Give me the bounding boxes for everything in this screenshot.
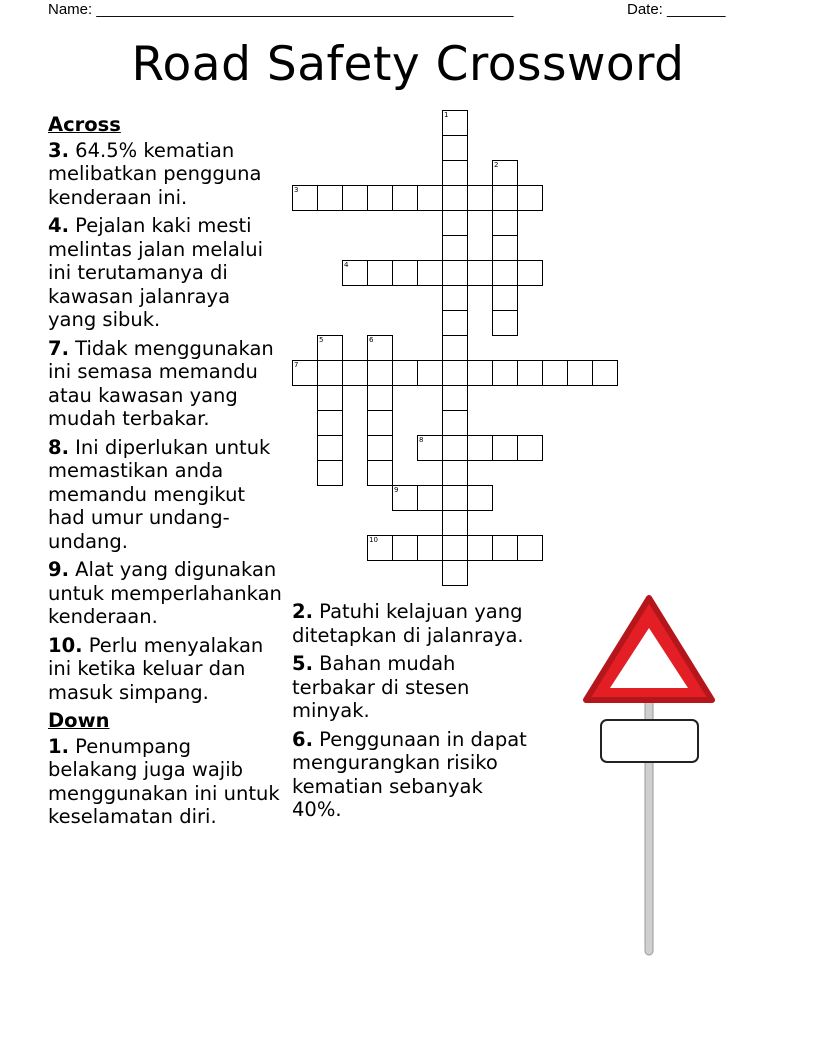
crossword-cell[interactable] bbox=[442, 310, 468, 336]
crossword-cell[interactable] bbox=[442, 460, 468, 486]
crossword-cell[interactable] bbox=[417, 485, 443, 511]
across-heading: Across bbox=[48, 113, 121, 136]
clue-text: Pejalan kaki mesti melintas jalan melalui ini terutamanya di kawasan jalanraya yang sibuk. bbox=[48, 214, 263, 331]
crossword-cell[interactable] bbox=[492, 435, 518, 461]
clue-number: 9. bbox=[48, 558, 69, 581]
crossword-cell[interactable] bbox=[442, 510, 468, 536]
crossword-cell[interactable] bbox=[342, 185, 368, 211]
crossword-cell[interactable] bbox=[542, 360, 568, 386]
crossword-cell[interactable] bbox=[392, 260, 418, 286]
clue-text: Patuhi kelajuan yang ditetapkan di jalanraya. bbox=[292, 600, 524, 647]
clue-number: 6. bbox=[292, 727, 313, 751]
clue-number-label: 1 bbox=[444, 111, 449, 119]
warning-road-sign bbox=[580, 590, 720, 960]
crossword-cell[interactable] bbox=[317, 435, 343, 461]
crossword-cell[interactable] bbox=[517, 535, 543, 561]
clue-text: Penggunaan in dapat mengurangkan risiko kematian sebanyak 40%. bbox=[292, 727, 527, 821]
crossword-cell[interactable] bbox=[442, 385, 468, 411]
name-field-label: Name: __________________________________________________ bbox=[48, 1, 514, 18]
crossword-cell[interactable] bbox=[292, 185, 318, 211]
clue-text: Bahan mudah terbakar di stesen minyak. bbox=[292, 652, 470, 722]
clue-number-label: 8 bbox=[419, 436, 424, 444]
crossword-cell[interactable] bbox=[442, 185, 468, 211]
crossword-cell[interactable] bbox=[492, 285, 518, 311]
crossword-cell[interactable] bbox=[442, 410, 468, 436]
crossword-cell[interactable] bbox=[492, 235, 518, 261]
crossword-cell[interactable] bbox=[467, 185, 493, 211]
across-clue-3 bbox=[48, 139, 284, 210]
crossword-cell[interactable] bbox=[492, 210, 518, 236]
crossword-cell[interactable] bbox=[567, 360, 593, 386]
crossword-cell[interactable] bbox=[442, 285, 468, 311]
clue-number: 10. bbox=[48, 633, 83, 657]
down-clue-1 bbox=[48, 735, 284, 829]
clue-number: 4. bbox=[48, 214, 69, 237]
crossword-cell[interactable] bbox=[467, 485, 493, 511]
crossword-cell[interactable] bbox=[492, 260, 518, 286]
clue-text: Tidak menggunakan ini semasa memandu atau kawasan yang mudah terbakar. bbox=[48, 336, 274, 430]
across-clue-7 bbox=[48, 337, 284, 431]
across-clue-9 bbox=[48, 558, 284, 629]
crossword-cell[interactable] bbox=[367, 385, 393, 411]
crossword-cell[interactable] bbox=[392, 185, 418, 211]
down-clue-6 bbox=[292, 728, 532, 822]
crossword-cell[interactable] bbox=[442, 435, 468, 461]
crossword-cell[interactable] bbox=[517, 185, 543, 211]
across-clue-10 bbox=[48, 634, 284, 705]
page-title: Road Safety Crossword bbox=[131, 37, 685, 92]
crossword-cell[interactable] bbox=[317, 335, 343, 361]
crossword-cell[interactable] bbox=[317, 385, 343, 411]
crossword-cell[interactable] bbox=[417, 185, 443, 211]
clue-number: 8. bbox=[48, 435, 69, 459]
clue-text: Perlu menyalakan ini ketika keluar dan masuk simpang. bbox=[48, 633, 264, 704]
crossword-cell[interactable] bbox=[442, 110, 468, 136]
crossword-cell[interactable] bbox=[492, 160, 518, 186]
crossword-cell[interactable] bbox=[492, 360, 518, 386]
clue-number: 7. bbox=[48, 336, 69, 360]
crossword-cell[interactable] bbox=[367, 335, 393, 361]
down-clue-5 bbox=[292, 652, 532, 723]
crossword-cell[interactable] bbox=[517, 360, 543, 386]
clue-number: 2. bbox=[292, 600, 313, 623]
crossword-cell[interactable] bbox=[317, 185, 343, 211]
crossword-cell[interactable] bbox=[492, 535, 518, 561]
clue-number-label: 7 bbox=[294, 361, 299, 369]
down-clue-2 bbox=[292, 600, 532, 647]
down-heading: Down bbox=[48, 709, 110, 732]
across-clue-4 bbox=[48, 214, 284, 332]
crossword-cell[interactable] bbox=[292, 360, 318, 386]
crossword-cell[interactable] bbox=[467, 535, 493, 561]
crossword-cell[interactable] bbox=[467, 260, 493, 286]
crossword-cell[interactable] bbox=[392, 485, 418, 511]
clue-number-label: 6 bbox=[369, 336, 374, 344]
clue-number-label: 10 bbox=[369, 536, 378, 544]
crossword-cell[interactable] bbox=[342, 360, 368, 386]
crossword-cell[interactable] bbox=[367, 435, 393, 461]
crossword-cell[interactable] bbox=[317, 460, 343, 486]
clue-text: 64.5% kematian melibatkan pengguna kenderaan ini. bbox=[48, 138, 262, 209]
sign-plate bbox=[601, 720, 698, 762]
clue-number: 3. bbox=[48, 138, 69, 162]
crossword-cell[interactable] bbox=[467, 360, 493, 386]
crossword-cell[interactable] bbox=[442, 335, 468, 361]
clue-number-label: 5 bbox=[319, 336, 324, 344]
crossword-cell[interactable] bbox=[367, 185, 393, 211]
crossword-cell[interactable] bbox=[517, 260, 543, 286]
crossword-cell[interactable] bbox=[342, 260, 368, 286]
clue-text: Penumpang belakang juga wajib menggunakan ini untuk keselamatan diri. bbox=[48, 734, 280, 828]
crossword-cell[interactable] bbox=[417, 435, 443, 461]
date-field-label: Date: _______ bbox=[627, 1, 726, 18]
clue-text: Ini diperlukan untuk memastikan anda memandu mengikut had umur undang-undang. bbox=[48, 435, 271, 553]
crossword-cell[interactable] bbox=[442, 485, 468, 511]
crossword-cell[interactable] bbox=[442, 360, 468, 386]
clue-number: 1. bbox=[48, 734, 69, 758]
crossword-cell[interactable] bbox=[417, 535, 443, 561]
clue-number-label: 2 bbox=[494, 161, 499, 169]
crossword-cell[interactable] bbox=[367, 360, 393, 386]
clue-text: Alat yang digunakan untuk memperlahankan kenderaan. bbox=[48, 558, 282, 628]
clue-number-label: 3 bbox=[294, 186, 299, 194]
crossword-cell[interactable] bbox=[392, 360, 418, 386]
clues-right-column bbox=[292, 600, 532, 827]
clue-number: 5. bbox=[292, 652, 313, 675]
crossword-cell[interactable] bbox=[317, 360, 343, 386]
crossword-cell[interactable] bbox=[442, 160, 468, 186]
crossword-cell[interactable] bbox=[417, 260, 443, 286]
crossword-cell[interactable] bbox=[392, 535, 418, 561]
clue-number-label: 9 bbox=[394, 486, 399, 494]
crossword-cell[interactable] bbox=[442, 235, 468, 261]
crossword-cell[interactable] bbox=[492, 310, 518, 336]
crossword-cell[interactable] bbox=[442, 260, 468, 286]
crossword-cell[interactable] bbox=[367, 460, 393, 486]
crossword-cell[interactable] bbox=[367, 260, 393, 286]
crossword-cell[interactable] bbox=[442, 135, 468, 161]
crossword-cell[interactable] bbox=[467, 435, 493, 461]
crossword-cell[interactable] bbox=[367, 410, 393, 436]
crossword-cell[interactable] bbox=[492, 185, 518, 211]
crossword-cell[interactable] bbox=[317, 410, 343, 436]
crossword-cell[interactable] bbox=[417, 360, 443, 386]
crossword-cell[interactable] bbox=[442, 535, 468, 561]
across-clue-8 bbox=[48, 436, 284, 554]
crossword-cell[interactable] bbox=[592, 360, 618, 386]
clues-left-column bbox=[48, 113, 284, 834]
crossword-cell[interactable] bbox=[367, 535, 393, 561]
crossword-cell[interactable] bbox=[442, 210, 468, 236]
crossword-cell[interactable] bbox=[442, 560, 468, 586]
clue-number-label: 4 bbox=[344, 261, 349, 269]
crossword-cell[interactable] bbox=[517, 435, 543, 461]
